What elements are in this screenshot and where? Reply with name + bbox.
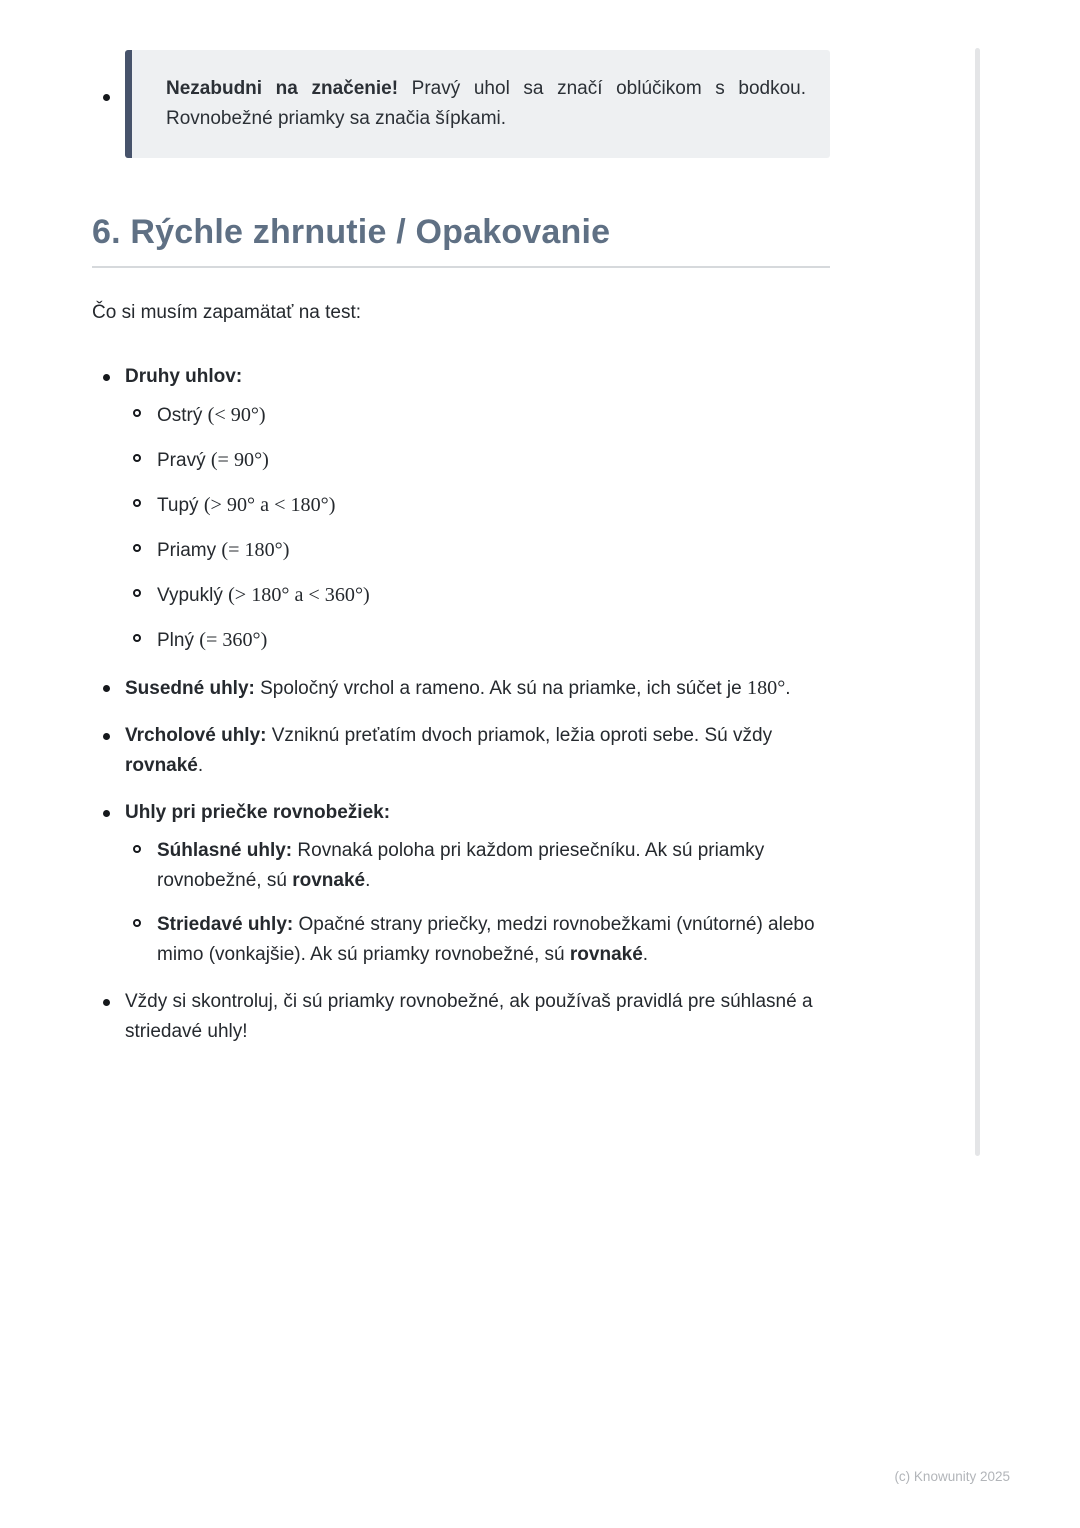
item-emphasis: rovnaké [292,870,366,891]
list-item-callout [92,50,830,158]
heading-divider [92,266,830,268]
callout-text: Pravý uhol sa značí oblúčikom s bodkou. Rovnobežné priamky sa značia šípkami. [166,78,807,129]
angle-name: Vypuklý [157,585,229,606]
list-item-ostry [125,400,830,431]
item-label: Susedné uhly: [125,678,255,699]
angle-name: Plný [157,630,200,651]
list-item-tupy [125,490,830,521]
list-item-priecka-rovnobeziek [92,798,830,970]
scrollbar[interactable] [975,48,980,1156]
item-text: Vzniknú preťatím dvoch priamok, ležia oproti sebe. Sú vždy [266,725,773,746]
section-heading: 6. Rýchle zhrnutie / Opakovanie [92,213,611,251]
angle-name: Ostrý [157,405,208,426]
angle-name: Tupý [157,495,204,516]
list-item-susedne-uhly [92,673,830,704]
page-content [92,0,830,1064]
list-item-pravy [125,445,830,476]
item-text: Rovnaká poloha pri každom priesečníku. Ak sú priamky rovnobežné, sú [157,840,765,891]
item-label: Striedavé uhly: [157,914,294,935]
item-label: Súhlasné uhly: [157,840,293,861]
item-label: Vrcholové uhly: [125,725,267,746]
list-item-striedave-uhly [125,910,830,970]
list-item-vypukly [125,580,830,611]
item-label: Druhy uhlov: [125,366,243,387]
angle-range: (= 90°) [210,449,269,471]
angle-value: 180° [747,677,786,699]
list-item-plny [125,625,830,656]
list-item-priamy [125,535,830,566]
callout-list [92,50,830,158]
angle-name: Priamy [157,540,222,561]
item-text-end: . [197,755,204,776]
item-text: Spoločný vrchol a rameno. Ak sú na priamke, ich súčet je [254,678,747,699]
list-item-suhlasne-uhly [125,836,830,896]
callout-bold-text: Nezabudni na značenie! [166,78,399,99]
list-item-final-note [92,987,830,1047]
footer-copyright: (c) Knowunity 2025 [894,1469,1010,1484]
priecka-sublist [125,836,830,970]
druhy-uhlov-sublist [125,400,830,656]
item-text-end: . [642,944,649,965]
summary-list [92,362,830,1047]
list-item-druhy-uhlov [92,362,830,656]
item-emphasis: rovnaké [125,755,198,776]
angle-range: (> 90° a < 180°) [203,494,336,516]
item-text-end: . [785,678,791,699]
item-label: Uhly pri priečke rovnobežiek: [125,802,391,823]
callout-note [125,50,830,158]
item-emphasis: rovnaké [569,944,643,965]
item-text: Opačné strany priečky, medzi rovnobežkami (vnútorné) alebo mimo (vonkajšie). Ak sú priamky rovnobežné, sú [157,914,815,965]
angle-range: (> 180° a < 360°) [228,584,370,606]
item-text-end: . [365,870,371,891]
angle-range: (= 360°) [199,629,268,651]
angle-range: (< 90°) [207,404,266,426]
angle-name: Pravý [157,450,211,471]
angle-range: (= 180°) [221,539,290,561]
intro-paragraph: Čo si musím zapamätať na test: [92,302,362,323]
list-item-vrcholove-uhly [92,721,830,781]
item-text: Vždy si skontroluj, či sú priamky rovnobežné, ak používaš pravidlá pre súhlasné a striedavé uhly! [125,991,813,1042]
